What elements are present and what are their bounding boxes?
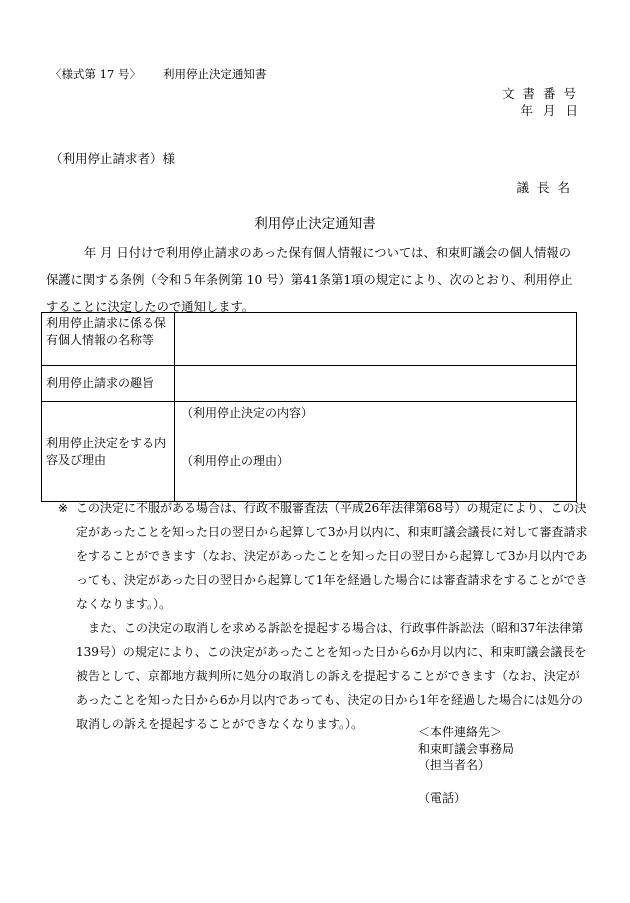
contact-office: 和束町議会事務局: [418, 741, 515, 756]
contact-phone: （電話）: [418, 790, 467, 805]
row2-label: 利用停止請求の趣旨: [42, 366, 175, 402]
decision-content-label: （利用停止決定の内容）: [181, 406, 314, 420]
note-appeal: [58, 496, 588, 616]
row2-value: [175, 366, 577, 402]
table-row: [42, 402, 577, 502]
note-mark: ※: [58, 501, 69, 515]
row3-value: [175, 402, 577, 502]
form-name: 利用停止決定通知書: [162, 67, 267, 81]
contact-person: （担当者名）: [418, 758, 491, 772]
row1-value: [175, 313, 577, 366]
document-number: 文 書 番 号: [502, 86, 578, 101]
table-row: [42, 366, 577, 402]
note-appeal-text: この決定に不服がある場合は、行政不服審査法（平成26年法律第68号）の規定により、この決定があったことを知った日の翌日から起算して3か月以内に、和束町議会議長に対して審査請求をすることができます（なお、決定があったことを知った日の翌日から起算して3か月以内であっても、決定があった日の翌日から起算して1年を経過した場合には審査請求をすることができなくなります。）。: [76, 501, 588, 611]
form-header-label: [50, 66, 266, 82]
notes-section: [58, 496, 588, 736]
form-number: 〈様式第 17 号〉: [50, 67, 141, 81]
note-lawsuit: また、この決定の取消しを求める訴訟を提起する場合は、行政事件訴訟法（昭和37年法律第139号）の規定により、この決定があったことを知った日から6か月以内に、和束町議会議長を被告として、京都地方裁判所に処分の取消しの訴えを提起することができます（なお、決定があったことを知った日から6か月以内であっても、決定の日から1年を経過した場合には処分の取消しの訴えを提起することができなくなります。）。: [76, 621, 587, 731]
document-title: 利用停止決定通知書: [254, 216, 376, 232]
document-date: 年 月 日: [520, 103, 578, 118]
decision-table: [41, 312, 577, 502]
contact-heading: ＜本件連絡先＞: [418, 725, 503, 739]
table-row: [42, 313, 577, 366]
row3-label: 利用停止決定をする内容及び理由: [42, 402, 175, 502]
recipient: （利用停止請求者）様: [50, 151, 176, 166]
contact-info: [418, 724, 514, 806]
row1-label: 利用停止請求に係る保有個人情報の名称等: [42, 313, 175, 366]
sender: 議 長 名: [516, 180, 572, 195]
body-paragraph: 年 月 日付けで利用停止請求のあった保有個人情報については、和束町議会の個人情報の保護に関する条例（令和５年条例第 10 号）第41条第1項の規定により、次のとおり、利用停止することに決定したので通知します。: [46, 246, 573, 314]
decision-reason-label: （利用停止の理由）: [181, 454, 290, 468]
